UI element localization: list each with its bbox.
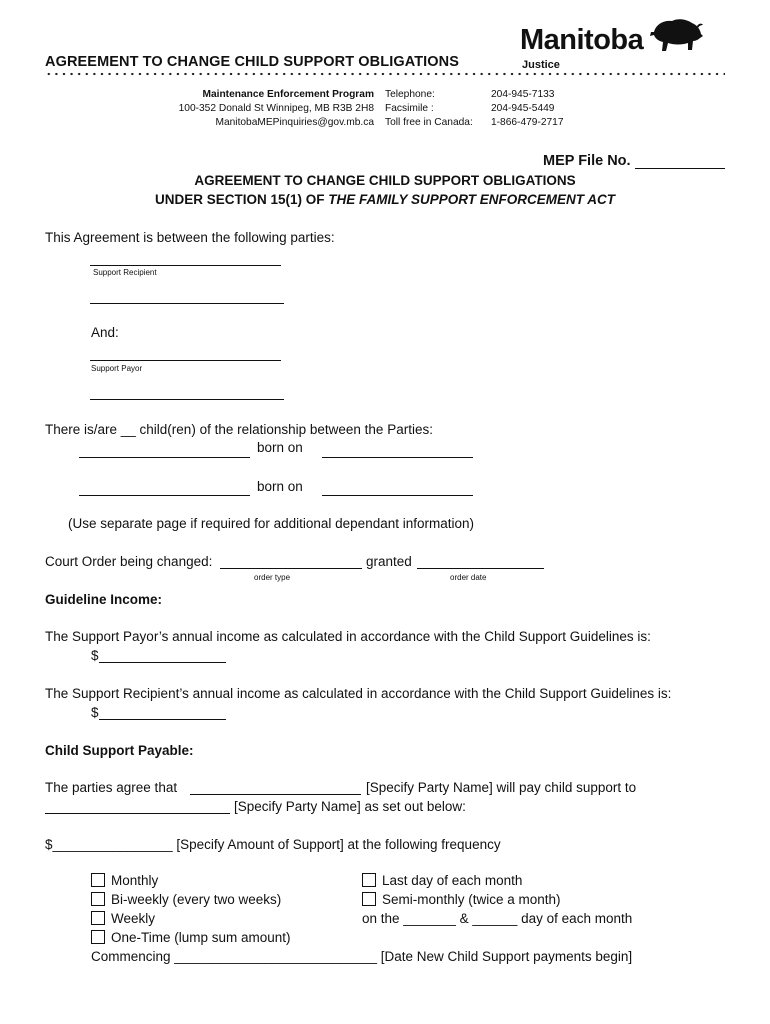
semimonthly-label: Semi-monthly (twice a month)	[382, 892, 561, 907]
tollfree-label: Toll free in Canada:	[385, 117, 473, 128]
weekly-label: Weekly	[111, 911, 156, 926]
telephone-label: Telephone:	[385, 89, 435, 100]
telephone-number: 204-945-7133	[491, 89, 555, 100]
and-label: And:	[91, 325, 119, 340]
child-name-field-1[interactable]	[79, 457, 250, 458]
order-date-caption: order date	[450, 573, 487, 582]
support-recipient-line-1[interactable]	[90, 265, 281, 266]
support-recipient-label: Support Recipient	[93, 268, 157, 277]
receiving-party-field[interactable]	[45, 813, 230, 814]
monthly-checkbox[interactable]	[91, 873, 105, 887]
support-recipient-line-2[interactable]	[90, 303, 284, 304]
born-on-label-2: born on	[257, 479, 303, 494]
order-type-field[interactable]	[220, 568, 362, 569]
paying-party-suffix: [Specify Party Name] will pay child support to	[366, 780, 637, 795]
semimonthly-days-line[interactable]: on the _______ & ______ day of each month	[362, 911, 633, 926]
mep-file-field[interactable]	[635, 154, 725, 169]
onetime-checkbox[interactable]	[91, 930, 105, 944]
payor-income-field[interactable]	[99, 662, 226, 663]
recipient-income-field[interactable]	[99, 719, 226, 720]
receiving-party-suffix: [Specify Party Name] as set out below:	[234, 799, 466, 814]
semimonthly-checkbox[interactable]	[362, 892, 376, 906]
frequency-last-day[interactable]	[362, 873, 522, 888]
support-payor-line-2[interactable]	[90, 399, 284, 400]
biweekly-checkbox[interactable]	[91, 892, 105, 906]
payor-dollar-sign: $	[91, 648, 99, 663]
tollfree-number: 1-866-479-2717	[491, 117, 564, 128]
child-birthdate-field-1[interactable]	[322, 457, 473, 458]
recipient-dollar-sign: $	[91, 705, 99, 720]
contact-labels	[385, 88, 473, 130]
mep-file-number	[543, 153, 725, 169]
weekly-checkbox[interactable]	[91, 911, 105, 925]
born-on-label-1: born on	[257, 440, 303, 455]
subtitle-prefix: UNDER SECTION 15(1) OF	[154, 192, 329, 207]
recipient-income-text: The Support Recipient’s annual income as calculated in accordance with the Child Support Guidelines is:	[45, 686, 672, 701]
support-amount-line[interactable]: $________________ [Specify Amount of Support] at the following frequency	[45, 837, 501, 852]
order-date-field[interactable]	[417, 568, 544, 569]
address-text: 100-352 Donald St Winnipeg, MB R3B 2H8	[178, 103, 374, 114]
dependant-note: (Use separate page if required for additional dependant information)	[68, 516, 475, 531]
paying-party-field[interactable]	[190, 794, 361, 795]
contact-numbers	[491, 88, 564, 130]
frequency-onetime[interactable]	[91, 930, 291, 945]
email-text: ManitobaMEPinquiries@gov.mb.ca	[215, 117, 374, 128]
act-name: THE FAMILY SUPPORT ENFORCEMENT ACT	[328, 192, 616, 207]
frequency-biweekly[interactable]	[91, 892, 281, 907]
mep-file-label: MEP File No.	[543, 153, 631, 169]
monthly-label: Monthly	[111, 873, 159, 888]
commencing-line[interactable]: Commencing ___________________________ [Date New Child Support payments begin]	[91, 949, 633, 964]
child-support-payable-heading: Child Support Payable:	[45, 743, 194, 758]
document-title: AGREEMENT TO CHANGE CHILD SUPPORT OBLIGATIONS	[194, 173, 576, 188]
form-header-title: AGREEMENT TO CHANGE CHILD SUPPORT OBLIGATIONS	[45, 54, 460, 70]
contact-address-block	[179, 88, 374, 130]
dotted-divider	[45, 71, 725, 77]
frequency-monthly[interactable]	[91, 873, 158, 888]
frequency-semimonthly[interactable]	[362, 892, 561, 907]
manitoba-logo-text: Manitoba	[520, 24, 644, 56]
last-day-checkbox[interactable]	[362, 873, 376, 887]
granted-label: granted	[366, 554, 412, 569]
support-payor-label: Support Payor	[91, 364, 143, 373]
bison-icon	[648, 14, 704, 61]
justice-logo-text: Justice	[522, 59, 560, 71]
court-order-label: Court Order being changed:	[45, 554, 213, 569]
order-type-caption: order type	[254, 573, 291, 582]
biweekly-label: Bi-weekly (every two weeks)	[111, 892, 282, 907]
fax-label: Facsimile :	[385, 103, 434, 114]
parties-agree-text: The parties agree that	[45, 780, 178, 795]
parties-intro: This Agreement is between the following parties:	[45, 230, 335, 245]
document-subtitle	[0, 192, 770, 207]
onetime-label: One-Time (lump sum amount)	[111, 930, 291, 945]
guideline-income-heading: Guideline Income:	[45, 592, 163, 607]
support-payor-line-1[interactable]	[90, 360, 281, 361]
frequency-weekly[interactable]	[91, 911, 155, 926]
last-day-label: Last day of each month	[382, 873, 523, 888]
children-intro: There is/are __ child(ren) of the relationship between the Parties:	[45, 422, 433, 437]
payor-income-text: The Support Payor’s annual income as calculated in accordance with the Child Support Guidelines is:	[45, 629, 651, 644]
child-birthdate-field-2[interactable]	[322, 495, 473, 496]
program-name: Maintenance Enforcement Program	[202, 89, 374, 100]
child-name-field-2[interactable]	[79, 495, 250, 496]
fax-number: 204-945-5449	[491, 103, 555, 114]
